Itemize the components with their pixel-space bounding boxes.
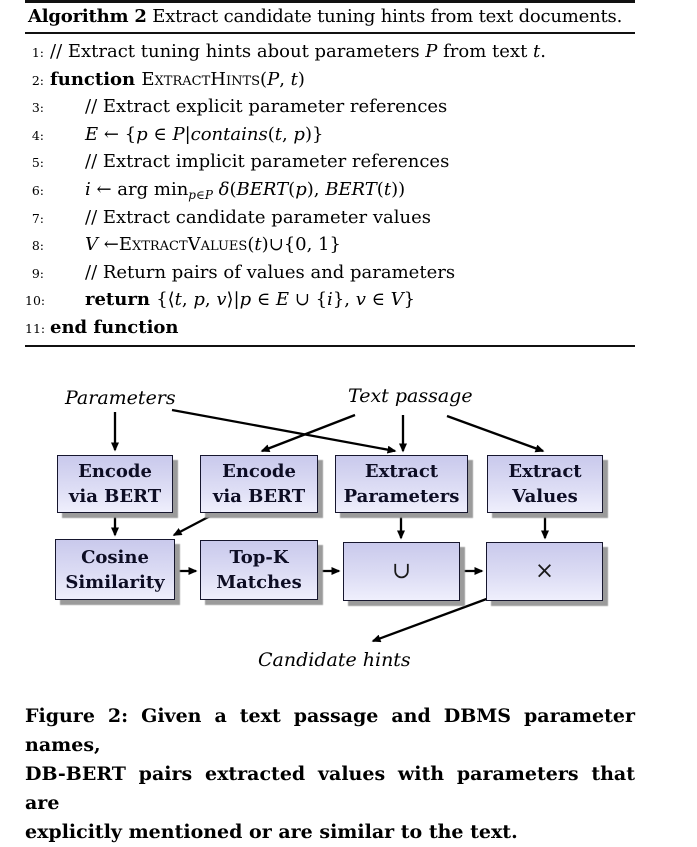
diagram-box-encode-bert-text <box>200 455 318 513</box>
line-content: end function <box>50 316 179 338</box>
line-number: 6: <box>31 182 44 198</box>
label-parameters: Parameters <box>65 387 176 409</box>
diagram-box-extract-values <box>487 455 603 513</box>
box-label: Similarity <box>65 571 165 593</box>
label-text-passage: Text passage <box>348 385 473 407</box>
line-content: // Extract implicit parameter references <box>85 151 450 173</box>
rule-bottom <box>25 345 635 347</box>
caption-line: explicitly mentioned or are similar to the text. <box>25 821 518 843</box>
box-label: Top-K <box>229 547 289 568</box>
label-candidate-hints: Candidate hints <box>258 649 411 671</box>
algorithm-line <box>25 207 635 235</box>
diagram-box-encode-bert-parameters <box>57 455 173 513</box>
algorithm-title-text: Extract candidate tuning hints from text documents. <box>146 6 623 27</box>
box-label: via BERT <box>68 486 162 507</box>
algorithm-title-label: Algorithm 2 <box>28 6 147 27</box>
box-label: Matches <box>216 572 302 593</box>
algorithm-line <box>25 124 635 152</box>
caption-line: Figure 2: Given a text passage and DBMS parameter names, <box>25 705 635 756</box>
line-number: 9: <box>31 265 44 281</box>
diagram-box-cosine-similarity <box>55 539 175 600</box>
arrow-text-to-encode2 <box>262 415 355 451</box>
figure-diagram <box>0 375 697 685</box>
line-number: 10: <box>25 293 46 309</box>
rule-top <box>25 0 635 3</box>
line-number: 7: <box>31 210 44 226</box>
box-label: Extract <box>364 461 439 482</box>
line-number: 8: <box>31 238 44 254</box>
line-content: // Extract explicit parameter references <box>85 96 448 118</box>
line-content: function ExtractHints(P, t) <box>50 68 305 90</box>
box-label: Encode <box>78 461 152 482</box>
algorithm-lines <box>25 41 635 345</box>
algorithm-block <box>25 0 635 350</box>
algorithm-title <box>28 6 622 27</box>
box-label: Cosine <box>81 546 149 568</box>
box-label: ∪ <box>391 558 412 584</box>
algorithm-line <box>25 96 635 124</box>
arrow-cross-to-candidate-hints <box>373 594 500 641</box>
line-content: V ←ExtractValues(t)∪{0, 1} <box>85 234 341 256</box>
line-content: // Extract tuning hints about parameters P from text t. <box>50 41 546 62</box>
box-label: Parameters <box>343 486 460 507</box>
algorithm-line <box>25 151 635 179</box>
diagram-box-extract-parameters <box>335 455 468 513</box>
box-label: Encode <box>222 461 296 482</box>
rule-mid <box>25 32 635 34</box>
arrow-text-to-extract-values <box>447 416 543 451</box>
diagram-box-union-operator <box>343 542 460 601</box>
line-number: 1: <box>31 45 44 60</box>
diagram-box-top-k-matches <box>200 540 318 600</box>
algorithm-line <box>25 179 635 207</box>
line-content: // Return pairs of values and parameters <box>85 261 456 283</box>
line-content: i ← arg $\min_{p\in P}$ δ(BERT(p), BERT(t)) <box>85 178 406 202</box>
line-number: 5: <box>31 155 44 171</box>
algorithm-line <box>25 317 635 345</box>
algorithm-line <box>25 289 635 317</box>
diagram-box-cross-product-operator <box>486 542 603 601</box>
line-number: 4: <box>31 127 44 143</box>
box-label: × <box>534 558 555 584</box>
line-number: 11: <box>25 320 46 336</box>
box-label: via BERT <box>212 486 306 507</box>
algorithm-line <box>25 262 635 290</box>
line-content: return {⟨t, p, v⟩|p ∈ E ∪ {i}, v ∈ V} <box>85 289 416 311</box>
diagram-arrows <box>0 375 697 685</box>
algorithm-line <box>25 41 635 69</box>
line-number: 3: <box>31 100 44 116</box>
arrow-parameters-to-extract-parameters <box>172 410 395 451</box>
algorithm-line <box>25 69 635 97</box>
box-label: Values <box>512 486 578 507</box>
arrow-encode2-to-cosine <box>174 514 214 535</box>
caption-line: DB-BERT pairs extracted values with parameters that are <box>25 763 635 814</box>
line-content: E ← {p ∈ P|contains(t, p)} <box>85 123 324 145</box>
figure-caption <box>25 702 635 847</box>
line-number: 2: <box>31 72 44 88</box>
box-label: Extract <box>508 461 582 482</box>
line-content: // Extract candidate parameter values <box>85 206 431 228</box>
algorithm-line <box>25 234 635 262</box>
